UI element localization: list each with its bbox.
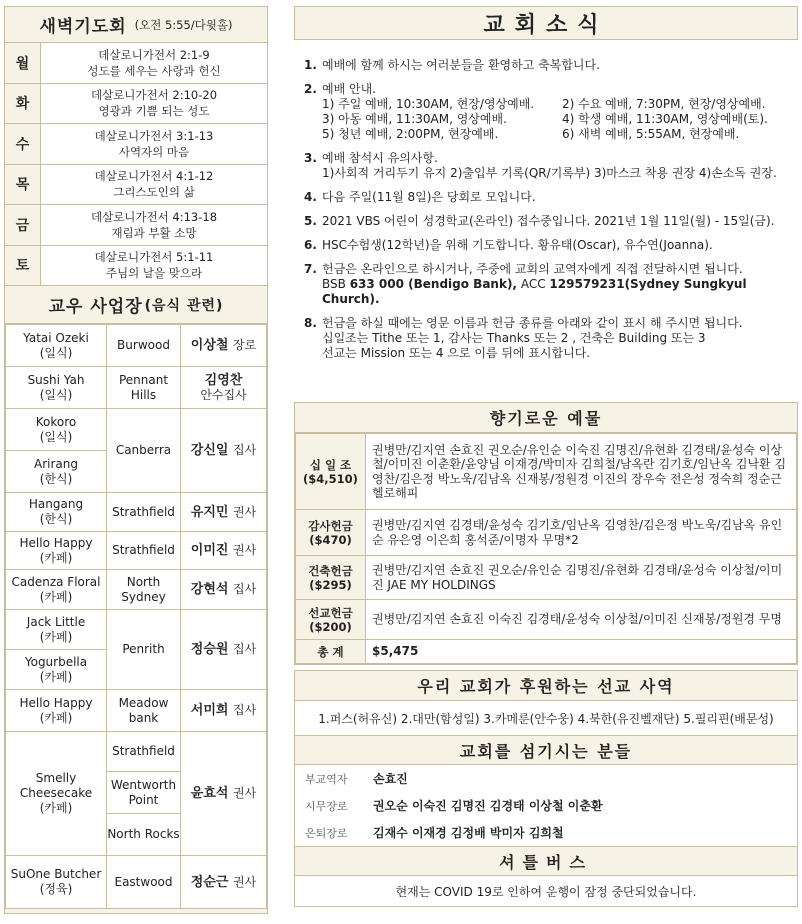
offering-label: 십 일 조 ($4,510)	[296, 434, 366, 510]
offerings-section	[294, 402, 798, 665]
dawn-theme: 성도를 세우는 사랑과 헌신	[87, 63, 221, 78]
shop-owner: 이미진 권사	[181, 532, 267, 570]
shop-location: Wentworth Point	[107, 772, 181, 814]
table-row	[6, 610, 267, 650]
servant-row: 은퇴장로 김재수 이재경 김정배 박미자 김희철	[305, 826, 564, 840]
shop-location: Penrith	[107, 610, 181, 690]
news-item: 1. 예배에 함께 하시는 여러분들을 환영하고 축복합니다.	[304, 58, 600, 72]
dawn-day: 토	[5, 246, 41, 286]
dawn-prayer-time: (오전 5:55/다윗홀)	[134, 17, 233, 32]
servants-title: 교회를 섬기시는 분들	[295, 735, 797, 765]
table-row	[6, 493, 267, 532]
total-amount: $5,475	[366, 640, 797, 664]
offering-label: 선교헌금 ($200)	[296, 600, 366, 640]
dawn-day: 목	[5, 165, 41, 205]
servant-row: 부교역자 손효진	[305, 772, 408, 786]
dawn-row	[5, 124, 267, 165]
shop-name-cell: Hangang (한식)	[6, 493, 107, 532]
missions-title: 우리 교회가 후원하는 선교 사역	[295, 671, 797, 701]
shuttle-title: 셔틀버스	[295, 846, 797, 876]
dawn-row	[5, 165, 267, 206]
shop-location: Eastwood	[107, 856, 181, 909]
missions-section	[294, 670, 798, 907]
news-item: 3. 예배 참석시 유의사항. 1)사회적 거리두기 유지 2)출입부 기록(QR/기록부) 3)마스크 착용 권장 4)손소독 권장.	[304, 151, 777, 180]
dawn-row	[5, 84, 267, 125]
table-row	[296, 556, 797, 600]
shop-owner: 정순근 권사	[181, 856, 267, 909]
table-row	[6, 856, 267, 909]
business-title: 교우 사업장	[48, 297, 143, 317]
dawn-theme: 사역자의 마음	[118, 144, 190, 159]
dawn-verse: 데살로니가전서 2:1-9	[98, 47, 210, 62]
right-column	[294, 6, 798, 899]
shop-location: Strathfield	[107, 532, 181, 570]
table-row	[296, 640, 797, 664]
service-entry: 4) 학생 예배, 11:30AM, 영상예배(토).	[562, 112, 768, 126]
dawn-verse: 데살로니가전서 5:1-11	[94, 250, 214, 265]
offering-label: 건축헌금 ($295)	[296, 556, 366, 600]
total-label: 총 계	[296, 640, 366, 664]
table-row	[6, 570, 267, 610]
shop-location: Canberra	[107, 409, 181, 493]
shop-owner: 정승원 집사	[181, 610, 267, 690]
shop-name-cell: Arirang (한식)	[6, 451, 107, 493]
bank-details: BSB 633 000 (Bendigo Bank), ACC 129579231(Sydney Sungkyul Church).	[322, 277, 747, 306]
shop-location: Pennant Hills	[107, 367, 181, 409]
service-entry: 6) 새벽 예배, 5:55AM, 현장예배.	[562, 127, 740, 141]
shop-owner: 유지민 권사	[181, 493, 267, 532]
dawn-prayer-header	[5, 7, 267, 43]
dawn-day: 화	[5, 84, 41, 124]
table-row	[6, 690, 267, 732]
business-table	[5, 324, 267, 909]
news-item: 2. 예배 안내. 1) 주일 예배, 10:30AM, 현장/영상예배. 2) 수요 예배, 7:30PM, 현장/영상예배. 3) 아동 예배, 11:30AM, 영상예배. 4) 학생 예배, 11:30AM, 영상예배(토). 5) 청년 예배, 2:00PM, 현장예배. 6) 새벽 예배, 5:55AM, 현장예배.	[304, 82, 794, 142]
offering-label: 감사헌금 ($470)	[296, 510, 366, 556]
shop-location: Meadow bank	[107, 690, 181, 732]
shop-name-cell: Kokoro (일식)	[6, 409, 107, 451]
dawn-row	[5, 205, 267, 246]
table-row	[6, 367, 267, 409]
servant-row: 시무장로 권오순 이숙진 김명진 김경태 이상철 이춘환	[305, 799, 603, 813]
offering-names: 권병만/김지연 손효진 권오순/유인순 김명진/유현화 김경태/윤성숙 이상철/이미진 JAE MY HOLDINGS	[366, 556, 797, 600]
shuttle-message: 현재는 COVID 19로 인하여 운행이 잠정 중단되었습니다.	[395, 884, 697, 899]
offering-names: 권병만/김지연 손효진 이숙진 김경태/윤성숙 이상철/이미진 신재봉/정원경 무명	[366, 600, 797, 640]
dawn-row	[5, 246, 267, 287]
offering-names: 권병만/김지연 손효진 권오순/유인순 이숙진 김명진/유현화 김경태/윤성숙 이상철/이미진 이춘환/윤양님 이재경/박미자 김희철/남옥란 김기호/임난옥 김낙환 김영찬/김은정 박노욱/김남옥 신재봉/정원경 이진의 장우숙 전은성 정숙희 정순근 헬로해피	[366, 434, 797, 510]
service-schedule	[322, 97, 794, 142]
dawn-row	[5, 43, 267, 84]
service-entry: 1) 주일 예배, 10:30AM, 현장/영상예배.	[322, 97, 535, 111]
table-row	[6, 409, 267, 451]
dawn-verse: 데살로니가전서 3:1-13	[94, 128, 214, 143]
offerings-title: 향기로운 예물	[295, 403, 797, 433]
shop-name-cell: Cadenza Floral (카페)	[6, 570, 107, 610]
shop-location: Strathfield	[107, 732, 181, 772]
news-item: 8. 헌금을 하실 때에는 영문 이름과 헌금 종류를 아래와 같이 표시 해 주시면 됩니다. 십일조는 Tithe 또는 1, 감사는 Thanks 또는 2 , 건축은 Building 또는 3 선교는 Mission 또는 4 으로 이름 뒤에 표시합니다.	[304, 316, 743, 360]
offering-names: 권병만/김지연 김경태/윤성숙 김기호/임난옥 김영찬/김은정 박노욱/김남옥 유인순 유은영 이은희 홍석준/이명자 무명*2	[366, 510, 797, 556]
dawn-verse: 데살로니가전서 2:10-20	[90, 88, 218, 103]
dawn-prayer-title: 새벽기도회	[39, 17, 127, 37]
table-row	[296, 434, 797, 510]
dawn-theme: 영광과 기쁨 되는 성도	[98, 104, 210, 119]
missions-list: 1.퍼스(허유신) 2.대만(함성일) 3.카메룬(안수웅) 4.북한(유진벨재단) 5.필리핀(배문성)	[318, 711, 774, 726]
business-subtitle: (음식 관련)	[144, 297, 224, 314]
shop-owner: 윤효석 권사	[181, 732, 267, 856]
service-entry: 3) 아동 예배, 11:30AM, 영상예배.	[322, 112, 507, 126]
news-item: 7. 헌금은 온라인으로 하시거나, 주중에 교회의 교역자에게 직접 전달하시면 됩니다. BSB 633 000 (Bendigo Bank), ACC 129579231(Sydney Sungkyul Church).	[304, 262, 794, 307]
table-row	[6, 325, 267, 367]
news-item: 5. 2021 VBS 어린이 성경학교(온라인) 접수중입니다. 2021년 1월 11일(월) - 15일(금).	[304, 214, 775, 228]
shop-owner: 이상철 장로	[181, 325, 267, 367]
shop-location: North Rocks	[107, 814, 181, 856]
shop-name-cell: Hello Happy (카페)	[6, 532, 107, 570]
shop-location: Burwood	[107, 325, 181, 367]
news-title: 교회소식	[294, 6, 798, 40]
news-item: 4. 다음 주일(11월 8일)은 당회로 모입니다.	[304, 190, 536, 204]
left-column	[4, 6, 268, 914]
shop-owner: 강현석 집사	[181, 570, 267, 610]
shop-name-cell: Sushi Yah (일식)	[6, 367, 107, 409]
news-item: 6. HSC수험생(12학년)을 위해 기도합니다. 황유태(Oscar), 유수연(Joanna).	[304, 238, 713, 252]
dawn-verse: 데살로니가전서 4:13-18	[90, 209, 218, 224]
dawn-day: 수	[5, 124, 41, 164]
table-row	[296, 510, 797, 556]
service-entry: 5) 청년 예배, 2:00PM, 현장예배.	[322, 127, 499, 141]
shop-owner: 강신일 집사	[181, 409, 267, 493]
shop-location: North Sydney	[107, 570, 181, 610]
shop-name-cell: Yogurbella (카페)	[6, 650, 107, 690]
shop-owner: 김영찬 안수집사	[181, 367, 267, 409]
dawn-theme: 재림과 부활 소망	[111, 225, 197, 240]
shop-owner: 서미희 집사	[181, 690, 267, 732]
dawn-day: 금	[5, 205, 41, 245]
table-row	[296, 600, 797, 640]
shop-name-cell: SuOne Butcher (정육)	[6, 856, 107, 909]
shop-location: Strathfield	[107, 493, 181, 532]
shop-name-cell: Smelly Cheesecake (카페)	[6, 732, 107, 856]
shop-name-cell: Hello Happy (카페)	[6, 690, 107, 732]
shop-name-cell: Yatai Ozeki (일식)	[6, 325, 107, 367]
news-list	[294, 40, 798, 361]
table-row	[6, 732, 267, 772]
dawn-day: 월	[5, 43, 41, 83]
business-header	[5, 286, 267, 324]
dawn-verse: 데살로니가전서 4:1-12	[94, 169, 214, 184]
dawn-theme: 주님의 날을 맞으라	[105, 266, 203, 281]
service-entry: 2) 수요 예배, 7:30PM, 현장/영상예배.	[562, 97, 766, 111]
offerings-table	[295, 433, 797, 664]
shop-name-cell: Jack Little (카페)	[6, 610, 107, 650]
dawn-theme: 그리스도인의 삶	[113, 185, 195, 200]
table-row	[6, 532, 267, 570]
